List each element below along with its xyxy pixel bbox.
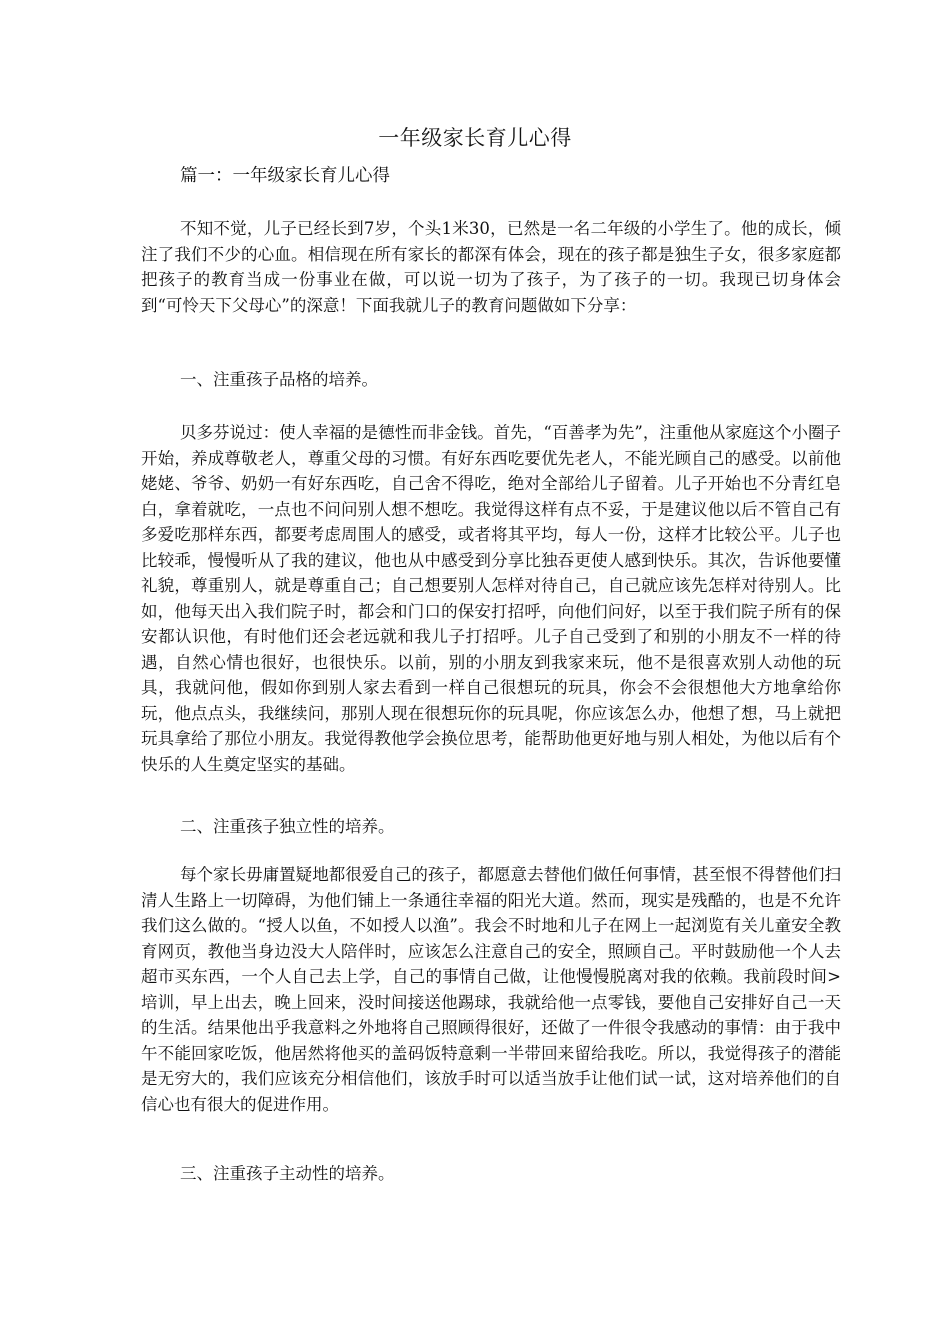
section-heading-2: 二、注重孩子独立性的培养。 [180, 817, 395, 836]
section-heading-1: 一、注重孩子品格的培养。 [180, 370, 378, 389]
section-2-paragraph: 每个家长毋庸置疑地都很爱自己的孩子，都愿意去替他们做任何事情，甚至恨不得替他们扫清人生路上一切障碍，为他们铺上一条通往幸福的阳光大道。然而，现实是残酷的，也是不允许我们这么做的。“授人以鱼，不如授人以渔”。我会不时地和儿子在网上一起浏览有关儿童安全教育网页，教他当身边没大人陪伴时，应该怎么注意自己的安全，照顾自己。平时鼓励他一个人去超市买东西，一个人自己去上学，自己的事情自己做，让他慢慢脱离对我的依赖。我前段时间>培训，早上出去，晚上回来，没时间接送他踢球，我就给他一点零钱，要他自己安排好自己一天的生活。结果他出乎我意料之外地将自己照顾得很好，还做了一件很令我感动的事情：由于我中午不能回家吃饭，他居然将他买的盖码饭特意剩一半带回来留给我吃。所以，我觉得孩子的潜能是无穷大的，我们应该充分相信他们，该放手时可以适当放手让他们试一试，这对培养他们的自信心也有很大的促进作用。 [141, 865, 841, 1114]
section-1-paragraph: 贝多芬说过：使人幸福的是德性而非金钱。首先，“百善孝为先”，注重他从家庭这个小圈子开始，养成尊敬老人，尊重父母的习惯。有好东西吃要优先老人，不能光顾自己的感受。以前他姥姥、爷爷、奶奶一有好东西吃，自己舍不得吃，绝对全部给儿子留着。儿子开始也不分青红皂白，拿着就吃，一点也不问问别人想不想吃。我觉得这样有点不妥，于是建议他以后不管自己有多爱吃那样东西，都要考虑周围人的感受，或者将其平均，每人一份，这样才比较公平。儿子也比较乖，慢慢听从了我的建议，他也从中感受到分享比独吞更使人感到快乐。其次，告诉他要懂礼貌，尊重别人，就是尊重自己；自己想要别人怎样对待自己，自己就应该先怎样对待别人。比如，他每天出入我们院子时，都会和门口的保安打招呼，向他们问好，以至于我们院子所有的保安都认识他，有时他们还会老远就和我儿子打招呼。儿子自己受到了和别的小朋友不一样的待遇，自然心情也很好，也很快乐。以前，别的小朋友到我家来玩，他不是很喜欢别人动他的玩具，我就问他，假如你到别人家去看到一样自己很想玩的玩具，你会不会很想他大方地拿给你玩，他点点头，我继续问，那别人现在很想玩你的玩具呢，你应该怎么办，他想了想，马上就把玩具拿给了那位小朋友。我觉得教他学会换位思考，能帮助他更好地与别人相处，为他以后有个快乐的人生奠定坚实的基础。 [141, 423, 841, 774]
intro-paragraph: 不知不觉，儿子已经长到7岁，个头1米30，已然是一名二年级的小学生了。他的成长，倾注了我们不少的心血。相信现在所有家长的都深有体会，现在的孩子都是独生子女，很多家庭都把孩子的教育当成一份事业在做，可以说一切为了孩子，为了孩子的一切。我现已切身体会到“可怜天下父母心”的深意！下面我就儿子的教育问题做如下分享： [141, 219, 841, 315]
section-heading-3: 三、注重孩子主动性的培养。 [180, 1164, 395, 1183]
document-title: 一年级家长育儿心得 [378, 126, 572, 150]
document-subtitle: 篇一：一年级家长育儿心得 [180, 166, 390, 186]
